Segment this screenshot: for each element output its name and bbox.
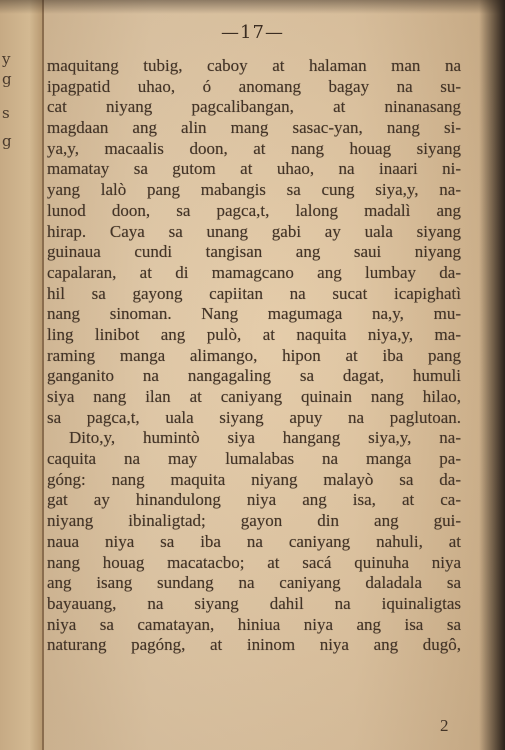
margin-fragment: y — [2, 50, 11, 68]
text-line: magdaan ang alin mang sasac-yan, nang si- — [47, 118, 461, 138]
text-line: ipagpatid uhao, ó anomang bagay na su- — [47, 76, 461, 96]
text-line: ganganito na nangagaling sa dagat, humuli — [47, 366, 461, 386]
text-line: maquitang tubig, caboy at halaman man na — [47, 56, 461, 75]
text-line: cat niyang pagcalibangan, at ninanasang — [47, 97, 461, 117]
text-line: bayauang, na siyang dahil na iquinaligtas — [47, 593, 461, 613]
text-line: ya,y, macaalis doon, at nang houag siyang — [47, 138, 461, 158]
text-line: niyang ibinaligtad; gayon din ang gui- — [47, 511, 461, 531]
text-line: sa pagca,t, uala siyang apuy na paglutoan. — [47, 407, 461, 427]
text-line: góng: nang maquita niyang malayò sa da- — [47, 469, 461, 489]
text-line: niya sa camatayan, hiniua niya ang isa sa — [47, 614, 461, 634]
text-line: raming manga alimango, hipon at iba pang — [47, 345, 461, 365]
margin-fragment: g — [2, 132, 12, 150]
page-number: —17— — [221, 22, 284, 43]
text-line: siya nang ilan at caniyang quinain nang hilao, — [47, 387, 461, 406]
text-line: nang houag macatacbo; at sacá quinuha niya — [47, 552, 461, 572]
margin-fragment: g — [2, 70, 12, 88]
top-shadow — [0, 0, 505, 14]
body-text — [47, 56, 461, 656]
text-line: nang sinoman. Nang magumaga na,y, mu- — [47, 304, 461, 324]
text-line: caquita na may lumalabas na manga pa- — [47, 449, 461, 469]
text-line: guinaua cundi tangisan ang saui niyang — [47, 242, 461, 262]
paragraph-start-line: Dito,y, humintò siya hangang siya,y, na- — [69, 428, 461, 448]
margin-fragment: s — [2, 104, 10, 122]
text-line: hirap. Caya sa unang gabi ay uala siyang — [47, 221, 461, 241]
text-line: gat ay hinandulong niya ang isa, at ca- — [47, 490, 461, 510]
right-shadow — [479, 0, 505, 750]
previous-page-edge — [0, 0, 44, 750]
text-line: capalaran, at di mamagcano ang lumbay da- — [47, 262, 461, 282]
text-line: hil sa gayong capiitan na sucat icapighatì — [47, 283, 461, 303]
text-line: lunod doon, sa pagca,t, lalong madalì ang — [47, 200, 461, 220]
text-line: naturang pagóng, at ininom niya ang dugô, — [47, 635, 461, 655]
text-line: ang isang sundang na caniyang daladala sa — [47, 573, 461, 593]
catchword: 2 — [440, 716, 449, 735]
text-line: mamatay sa gutom at uhao, na inaari ni- — [47, 159, 461, 179]
text-line: yang lalò pang mabangis sa cung siya,y, na- — [47, 180, 461, 200]
text-line: naua niya sa iba na caniyang nahuli, at — [47, 531, 461, 551]
text-line: ling linibot ang pulò, at naquita niya,y, ma- — [47, 324, 461, 344]
